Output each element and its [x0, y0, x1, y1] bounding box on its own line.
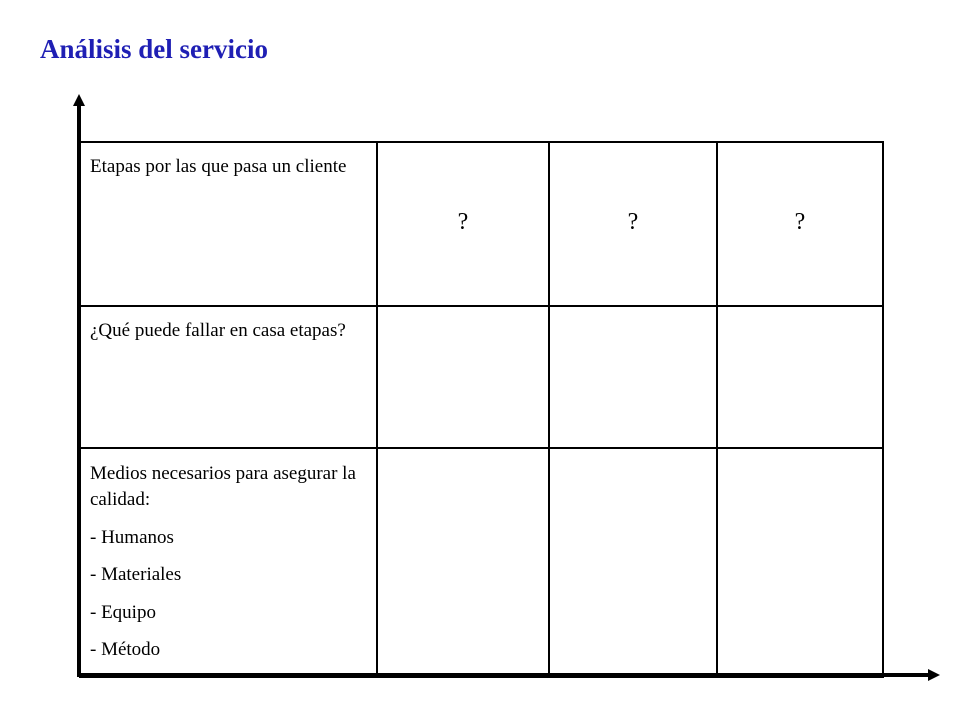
table-cell	[377, 142, 549, 306]
arrow-up-icon	[73, 94, 85, 106]
table-cell	[549, 448, 717, 677]
table-cell	[717, 448, 883, 677]
page-title: Análisis del servicio	[40, 34, 268, 64]
row-label-cell	[80, 142, 377, 306]
question-mark: ?	[627, 209, 639, 235]
row-label: Etapas por las que pasa un cliente	[90, 156, 347, 177]
table-cell	[377, 306, 549, 448]
analysis-table	[79, 141, 884, 678]
row-label-cell	[80, 306, 377, 448]
row-label: Medios necesarios para asegurar la calidad:	[90, 463, 356, 510]
table-row	[80, 448, 883, 677]
table-cell	[549, 142, 717, 306]
row-label: ¿Qué puede fallar en casa etapas?	[90, 320, 346, 341]
arrow-right-icon	[928, 669, 940, 681]
table-row	[80, 142, 883, 306]
table-cell	[717, 142, 883, 306]
question-mark: ?	[457, 209, 469, 235]
table-cell	[377, 448, 549, 677]
row-label-cell	[80, 448, 377, 677]
question-mark: ?	[794, 209, 806, 235]
list-item: - Método	[90, 639, 161, 660]
table-cell	[549, 306, 717, 448]
table-row	[80, 306, 883, 448]
table-cell	[717, 306, 883, 448]
list-item: - Humanos	[90, 526, 174, 548]
list-item: - Equipo	[90, 601, 156, 623]
list-item: - Materiales	[90, 564, 182, 585]
